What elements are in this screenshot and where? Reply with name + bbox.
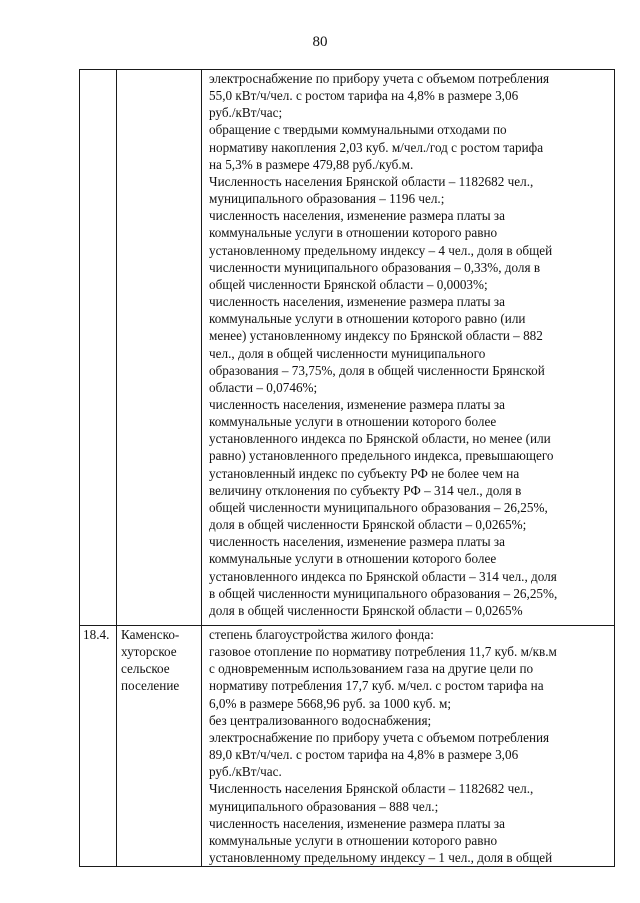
description-line: муниципального образования – 1196 чел.; bbox=[209, 191, 445, 207]
description-line: 89,0 кВт/ч/чел. с ростом тарифа на 4,8% в размере 3,06 bbox=[209, 747, 519, 763]
description-line: установленный индекс по субъекту РФ не более чем на bbox=[209, 465, 520, 481]
description-line: доля в общей численности Брянской области – 0,0265%; bbox=[209, 517, 527, 533]
description-line: численность населения, изменение размера платы за bbox=[209, 815, 505, 831]
description-line: на 5,3% в размере 479,88 руб./куб.м. bbox=[209, 156, 414, 172]
description-line: электроснабжение по прибору учета с объемом потребления bbox=[209, 71, 550, 86]
description-line: нормативу накопления 2,03 куб. м/чел./год с ростом тарифа bbox=[209, 139, 544, 155]
description-line: численность населения, изменение размера платы за bbox=[209, 208, 505, 224]
description-cell bbox=[202, 626, 615, 867]
description-line: 55,0 кВт/ч/чел. с ростом тарифа на 4,8% в размере 3,06 bbox=[209, 88, 519, 104]
page-number: 80 bbox=[312, 34, 328, 50]
description-line: общей численности Брянской области – 0,0003%; bbox=[209, 276, 488, 292]
description-line: Численность населения Брянской области – 1182682 чел., bbox=[209, 173, 534, 189]
description-line: без централизованного водоснабжения; bbox=[209, 712, 432, 728]
description-line: установленному предельному индексу – 4 чел., доля в общей bbox=[209, 242, 553, 258]
settlement-name-line: сельское bbox=[121, 661, 170, 677]
description-line: величину отклонения по субъекту РФ – 314 чел., доля в bbox=[209, 482, 522, 498]
description-line: электроснабжение по прибору учета с объемом потребления bbox=[209, 729, 550, 745]
settlement-name-line: поселение bbox=[121, 678, 180, 694]
description-line: газовое отопление по нормативу потребления 11,7 куб. м/кв.м bbox=[209, 644, 557, 660]
description-line: установленного индекса по Брянской области, но менее (или bbox=[209, 431, 551, 447]
description-line: в общей численности муниципального образования – 26,25%, bbox=[209, 585, 558, 601]
table-row bbox=[80, 626, 615, 867]
table-row bbox=[80, 70, 615, 626]
description-line: коммунальные услуги в отношении которого равно (или bbox=[209, 311, 526, 327]
settlement-name-line: Каменско- bbox=[121, 627, 180, 642]
description-line: численность населения, изменение размера платы за bbox=[209, 294, 505, 310]
description-line: обращение с твердыми коммунальными отходами по bbox=[209, 122, 507, 138]
description-line: коммунальные услуги в отношении которого равно bbox=[209, 832, 498, 848]
description-line: степень благоустройства жилого фонда: bbox=[209, 627, 434, 642]
description-line: коммунальные услуги в отношении которого равно bbox=[209, 225, 498, 241]
description-line: установленного индекса по Брянской области – 314 чел., доля bbox=[209, 568, 557, 584]
row-number-cell: 18.4. bbox=[80, 626, 117, 867]
description-line: нормативу потребления 17,7 куб. м/чел. с ростом тарифа на bbox=[209, 678, 544, 694]
description-line: численности муниципального образования – 0,33%, доля в bbox=[209, 259, 541, 275]
description-line: муниципального образования – 888 чел.; bbox=[209, 798, 439, 814]
settlement-name-cell bbox=[117, 626, 202, 867]
settlement-table bbox=[79, 69, 615, 867]
description-line: коммунальные услуги в отношении которого более bbox=[209, 414, 497, 430]
description-line: численность населения, изменение размера платы за bbox=[209, 534, 505, 550]
description-cell bbox=[202, 70, 615, 626]
description-line: общей численности муниципального образования – 26,25%, bbox=[209, 499, 548, 515]
description-line: равно) установленного предельного индекса, превышающего bbox=[209, 448, 554, 464]
description-line: установленному предельному индексу – 1 чел., доля в общей bbox=[209, 850, 553, 866]
description-line: численность населения, изменение размера платы за bbox=[209, 396, 505, 412]
description-line: Численность населения Брянской области – 1182682 чел., bbox=[209, 781, 534, 797]
description-line: образования – 73,75%, доля в общей численности Брянской bbox=[209, 362, 545, 378]
description-line: доля в общей численности Брянской области – 0,0265% bbox=[209, 602, 523, 618]
description-line: коммунальные услуги в отношении которого более bbox=[209, 551, 497, 567]
row-number-cell bbox=[80, 70, 117, 626]
description-line: 6,0% в размере 5668,96 руб. за 1000 куб. м; bbox=[209, 695, 451, 711]
description-line: руб./кВт/час. bbox=[209, 764, 282, 780]
description-line: руб./кВт/час; bbox=[209, 105, 283, 121]
description-line: области – 0,0746%; bbox=[209, 379, 318, 395]
description-line: с одновременным использованием газа на другие цели по bbox=[209, 661, 534, 677]
settlement-name-line: хуторское bbox=[121, 644, 177, 660]
description-line: менее) установленному индексу по Брянской области – 882 bbox=[209, 328, 543, 344]
description-line: чел., доля в общей численности муниципального bbox=[209, 345, 486, 361]
settlement-name-cell bbox=[117, 70, 202, 626]
